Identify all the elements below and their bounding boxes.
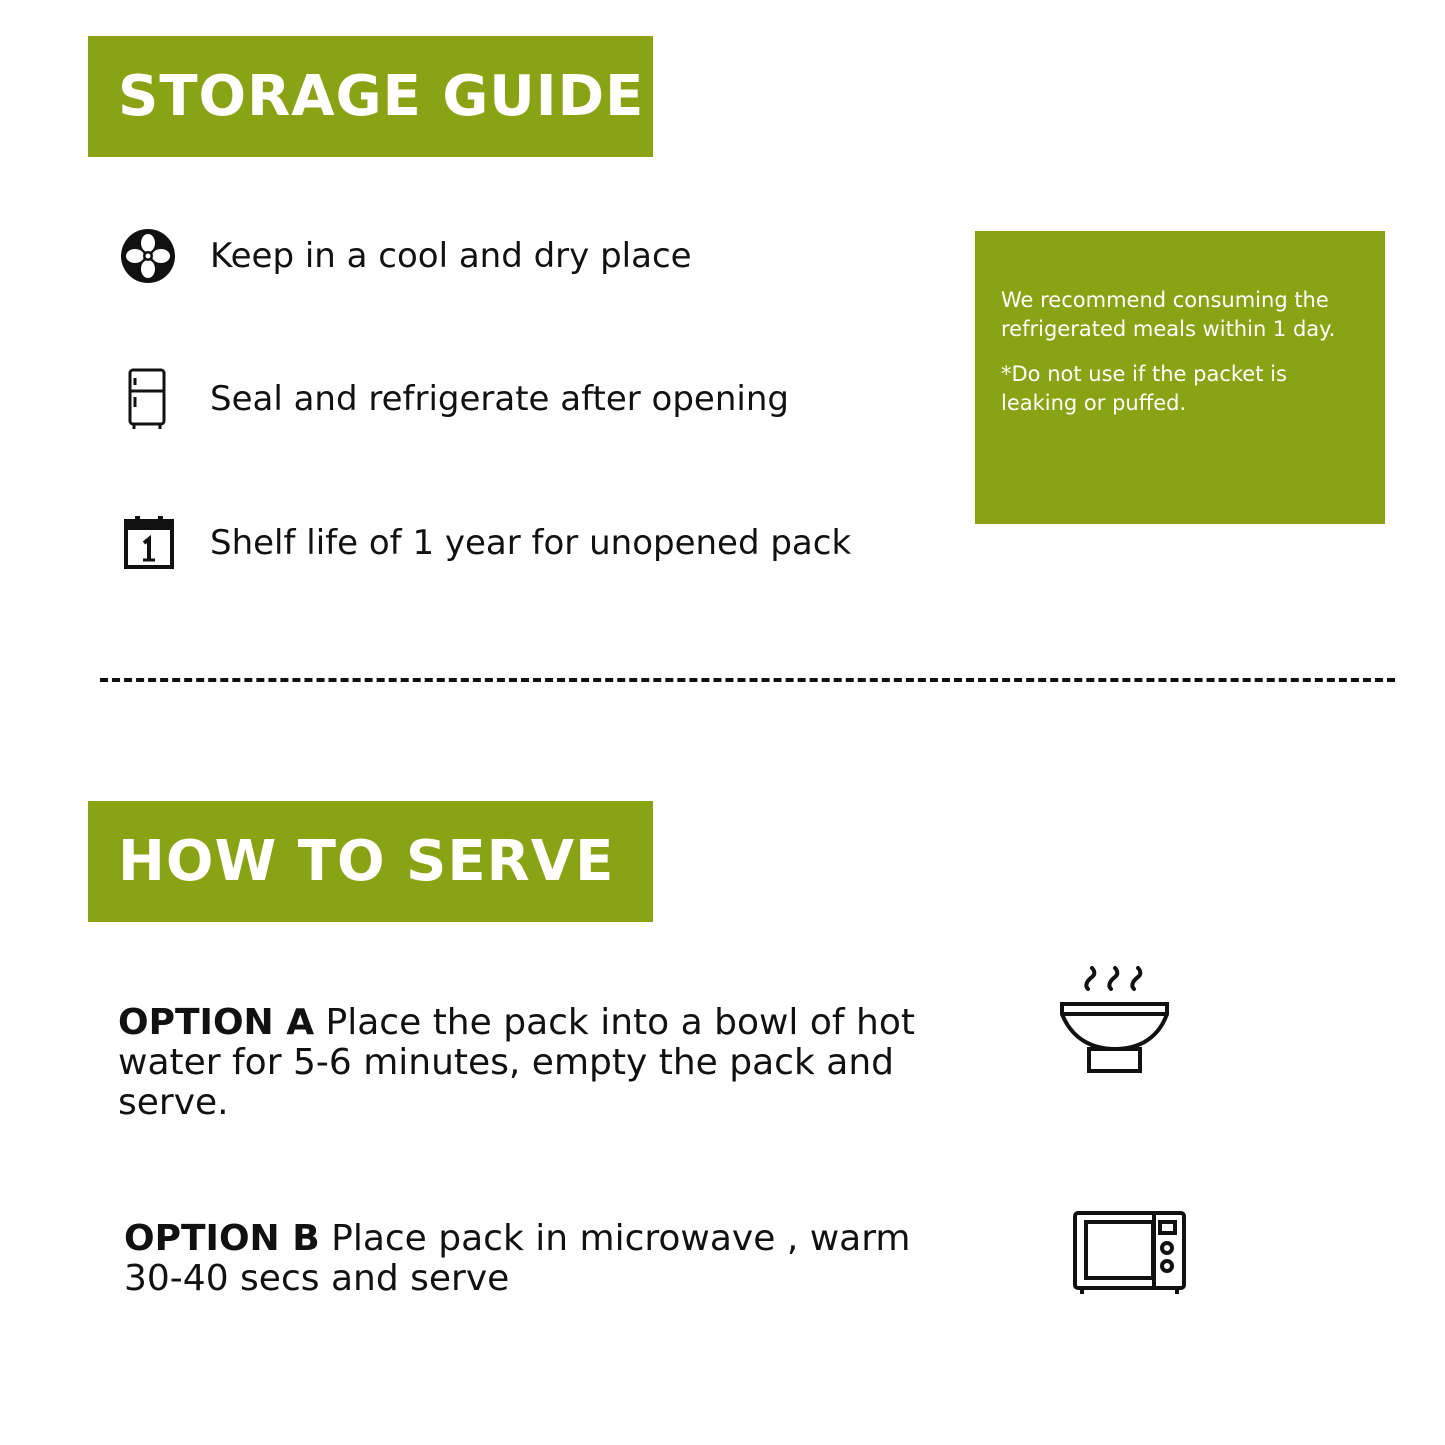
refrigerator-icon — [118, 369, 178, 429]
serve-option-a — [118, 1003, 958, 1123]
storage-tip-text: Keep in a cool and dry place — [210, 236, 692, 276]
how-to-serve-title: HOW TO SERVE — [118, 829, 615, 894]
note-recommendation: We recommend consuming the refrigerated meals within 1 day. — [1001, 288, 1336, 341]
option-a-text: Place the pack into a bowl of hot water for 5-6 minutes, empty the pack and serve. — [118, 1002, 915, 1123]
storage-tip-cool-dry — [118, 226, 692, 286]
how-to-serve-banner — [88, 801, 653, 922]
option-b-text: Place pack in microwave , warm 30-40 secs and serve — [124, 1218, 911, 1299]
option-b-label: OPTION B — [124, 1218, 320, 1259]
storage-guide-title: STORAGE GUIDE — [118, 64, 645, 129]
fan-icon — [118, 226, 178, 286]
note-warning: *Do not use if the packet is leaking or puffed. — [1001, 362, 1287, 415]
hot-bowl-icon — [1058, 965, 1173, 1077]
refrigeration-note-box — [975, 231, 1385, 524]
storage-tip-text: Seal and refrigerate after opening — [210, 379, 789, 419]
storage-tip-shelf-life — [118, 513, 851, 573]
calendar-icon — [118, 513, 178, 573]
storage-tip-refrigerate — [118, 369, 789, 429]
storage-tip-text: Shelf life of 1 year for unopened pack — [210, 523, 852, 563]
microwave-icon — [1072, 1210, 1187, 1296]
option-a-label: OPTION A — [118, 1002, 315, 1043]
section-divider — [100, 678, 1395, 682]
storage-guide-banner — [88, 36, 653, 157]
serve-option-b — [124, 1219, 964, 1299]
